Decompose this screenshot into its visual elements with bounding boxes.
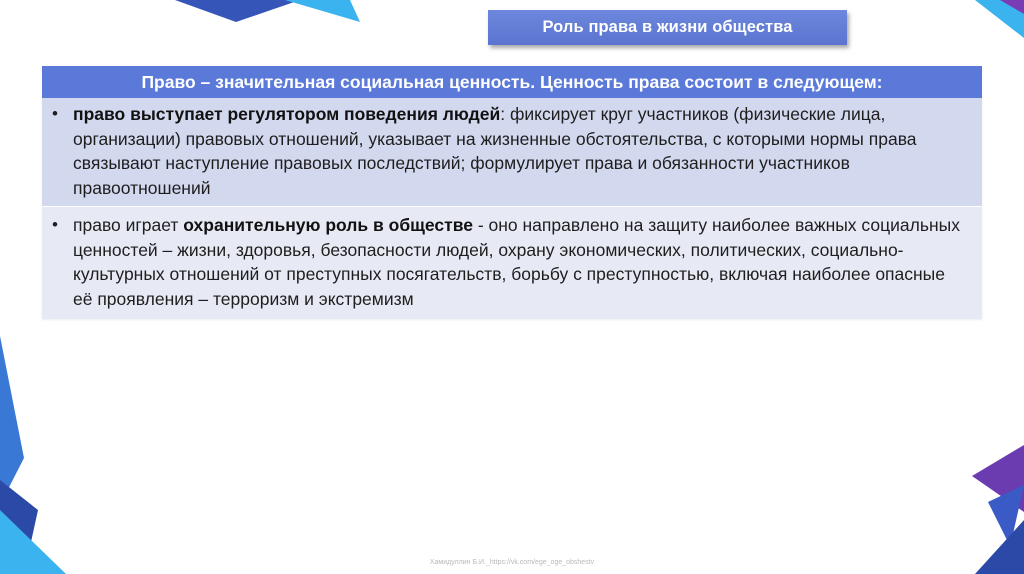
table-row <box>42 98 982 207</box>
bullet-icon: • <box>52 215 58 234</box>
table-row <box>42 207 982 319</box>
row-bold-text: охранительную роль в обществе <box>183 215 473 235</box>
row-bold-text: право выступает регулятором поведения людей <box>73 104 501 124</box>
deco-shape-left <box>0 336 24 505</box>
slide-title: Роль права в жизни общества <box>488 10 847 45</box>
footer-credit: Хамидуллин Б.И._https://vk.com/ege_oge_obshestv <box>429 559 595 566</box>
content-table <box>42 66 982 319</box>
row-text-start: право играет <box>73 215 184 235</box>
row-text: - оно направлено на защиту наиболее важных социальных ценностей – жизни, здоровья, безопасности людей, охрану экономических, политических, социально-культурных отношений от преступных посягательств, борьбу с преступностью, включая наиболее опасные её проявления – терроризм и экстремизм <box>73 215 960 309</box>
deco-shape-top-left-2 <box>285 0 360 22</box>
deco-shape-top-left <box>175 0 300 22</box>
table-header: Право – значительная социальная ценность. Ценность права состоит в следующем: <box>42 66 982 98</box>
bullet-icon: • <box>52 104 58 123</box>
row-text: : фиксирует круг участников (физические лица, организации) правовых отношений, указывает на жизненные обстоятельства, с которыми нормы права связывают наступление правовых последствий; формулирует права и обязанности участников правоотношений <box>73 104 917 198</box>
